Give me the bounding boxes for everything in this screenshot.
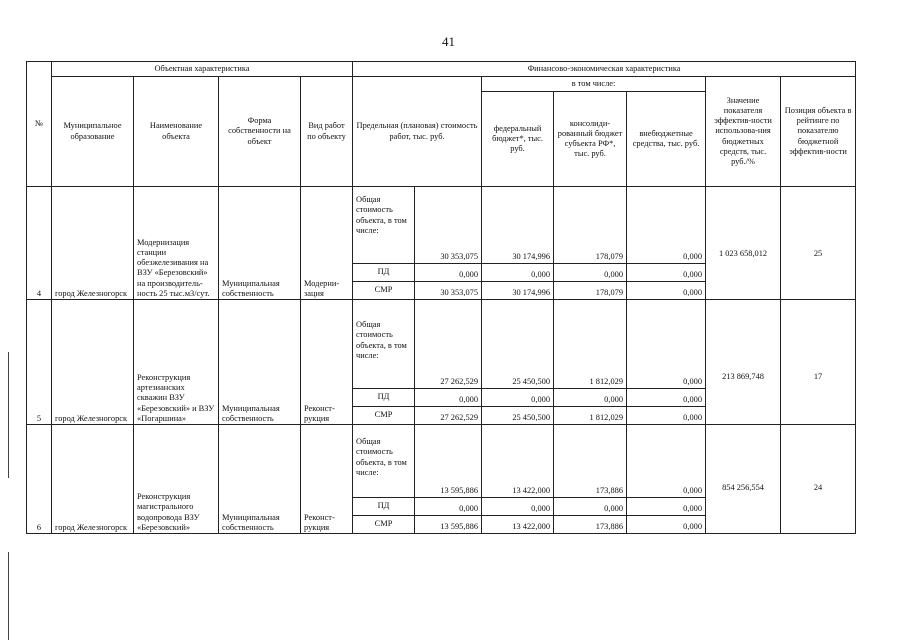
row-line-label: Общая стоимость объекта, в том числе:: [353, 187, 415, 264]
row-object-name: Реконструкция артезианских скважин ВЗУ «Березовский» и ВЗУ «Погаршина»: [134, 300, 219, 425]
row-consolidated: 178,079: [554, 187, 627, 264]
table-row: [27, 187, 856, 264]
row-total-cost: 13 595,886: [415, 425, 482, 498]
row-federal: 30 174,996: [482, 187, 554, 264]
row-rating: 25: [781, 187, 856, 300]
row-work-type: Модерни-зация: [301, 187, 353, 300]
row-federal: 13 422,000: [482, 516, 554, 534]
row-extrabudget: 0,000: [627, 300, 706, 389]
row-total-cost: 0,000: [415, 498, 482, 516]
row-consolidated: 0,000: [554, 389, 627, 407]
header-row-including: [27, 77, 856, 92]
row-efficiency: 1 023 658,012: [706, 187, 781, 300]
row-extrabudget: 0,000: [627, 264, 706, 282]
row-federal: 13 422,000: [482, 425, 554, 498]
header-finance-characteristics: Финансово-экономическая характеристика: [353, 62, 856, 77]
left-margin-mark: [8, 352, 9, 478]
row-object-name: Реконструкция магистрального водопровода ВЗУ «Березовский»: [134, 425, 219, 534]
header-federal: федеральный бюджет*, тыс. руб.: [482, 92, 554, 187]
row-consolidated: 0,000: [554, 498, 627, 516]
header-extrabudget: внебюджетные средства, тыс. руб.: [627, 92, 706, 187]
header-limit-cost: Предельная (плановая) стоимость работ, тыс. руб.: [353, 77, 482, 187]
header-consolidated: консолиди-рованный бюджет субъекта РФ*, тыс. руб.: [554, 92, 627, 187]
investment-objects-table: [26, 61, 856, 534]
row-total-cost: 27 262,529: [415, 407, 482, 425]
row-line-label: СМР: [353, 407, 415, 425]
row-consolidated: 178,079: [554, 282, 627, 300]
row-extrabudget: 0,000: [627, 498, 706, 516]
row-rating: 24: [781, 425, 856, 534]
row-line-label: Общая стоимость объекта, в том числе:: [353, 300, 415, 389]
header-ownership: Форма собственности на объект: [219, 77, 301, 187]
row-total-cost: 0,000: [415, 389, 482, 407]
row-consolidated: 173,886: [554, 425, 627, 498]
header-rating: Позиция объекта в рейтинге по показателю бюджетной эффектив-ности: [781, 77, 856, 187]
row-ownership: Муниципальная собственность: [219, 300, 301, 425]
row-consolidated: 1 812,029: [554, 300, 627, 389]
row-work-type: Реконст-рукция: [301, 300, 353, 425]
row-efficiency: 213 869,748: [706, 300, 781, 425]
row-efficiency: 854 256,554: [706, 425, 781, 534]
row-number: 4: [27, 187, 52, 300]
header-work-type: Вид работ по объекту: [301, 77, 353, 187]
row-consolidated: 0,000: [554, 264, 627, 282]
row-municipality: город Железногорск: [52, 425, 134, 534]
row-federal: 0,000: [482, 498, 554, 516]
row-federal: 25 450,500: [482, 407, 554, 425]
row-extrabudget: 0,000: [627, 282, 706, 300]
row-number: 5: [27, 300, 52, 425]
row-consolidated: 1 812,029: [554, 407, 627, 425]
row-extrabudget: 0,000: [627, 187, 706, 264]
header-num: №: [27, 62, 52, 187]
header-municipality: Муниципальное образование: [52, 77, 134, 187]
row-extrabudget: 0,000: [627, 407, 706, 425]
page-number: 41: [442, 34, 455, 49]
row-federal: 0,000: [482, 389, 554, 407]
left-margin-mark-lower: [8, 552, 9, 640]
row-object-name: Модернизация станции обезжелезивания на ВЗУ «Березовский» на производитель-ность 25 тыс.м3/сут.: [134, 187, 219, 300]
row-total-cost: 27 262,529: [415, 300, 482, 389]
table-row: [27, 300, 856, 389]
table-row: [27, 425, 856, 498]
row-total-cost: 30 353,075: [415, 282, 482, 300]
row-extrabudget: 0,000: [627, 425, 706, 498]
row-line-label: ПД: [353, 389, 415, 407]
row-municipality: город Железногорск: [52, 187, 134, 300]
row-line-label: ПД: [353, 498, 415, 516]
header-including: в том числе:: [482, 77, 706, 92]
row-total-cost: 0,000: [415, 264, 482, 282]
row-federal: 30 174,996: [482, 282, 554, 300]
header-object-name: Наименование объекта: [134, 77, 219, 187]
row-federal: 0,000: [482, 264, 554, 282]
header-row-groups: [27, 62, 856, 77]
row-ownership: Муниципальная собственность: [219, 187, 301, 300]
header-efficiency: Значение показателя эффектив-ности использова-ния бюджетных средств, тыс. руб./%: [706, 77, 781, 187]
row-consolidated: 173,886: [554, 516, 627, 534]
row-line-label: СМР: [353, 282, 415, 300]
header-object-characteristics: Объектная характеристика: [52, 62, 353, 77]
row-extrabudget: 0,000: [627, 389, 706, 407]
row-total-cost: 13 595,886: [415, 516, 482, 534]
row-ownership: Муниципальная собственность: [219, 425, 301, 534]
row-federal: 25 450,500: [482, 300, 554, 389]
row-municipality: город Железногорск: [52, 300, 134, 425]
row-total-cost: 30 353,075: [415, 187, 482, 264]
row-rating: 17: [781, 300, 856, 425]
row-number: 6: [27, 425, 52, 534]
row-line-label: ПД: [353, 264, 415, 282]
row-line-label: Общая стоимость объекта, в том числе:: [353, 425, 415, 498]
row-line-label: СМР: [353, 516, 415, 534]
row-work-type: Реконст-рукция: [301, 425, 353, 534]
row-extrabudget: 0,000: [627, 516, 706, 534]
